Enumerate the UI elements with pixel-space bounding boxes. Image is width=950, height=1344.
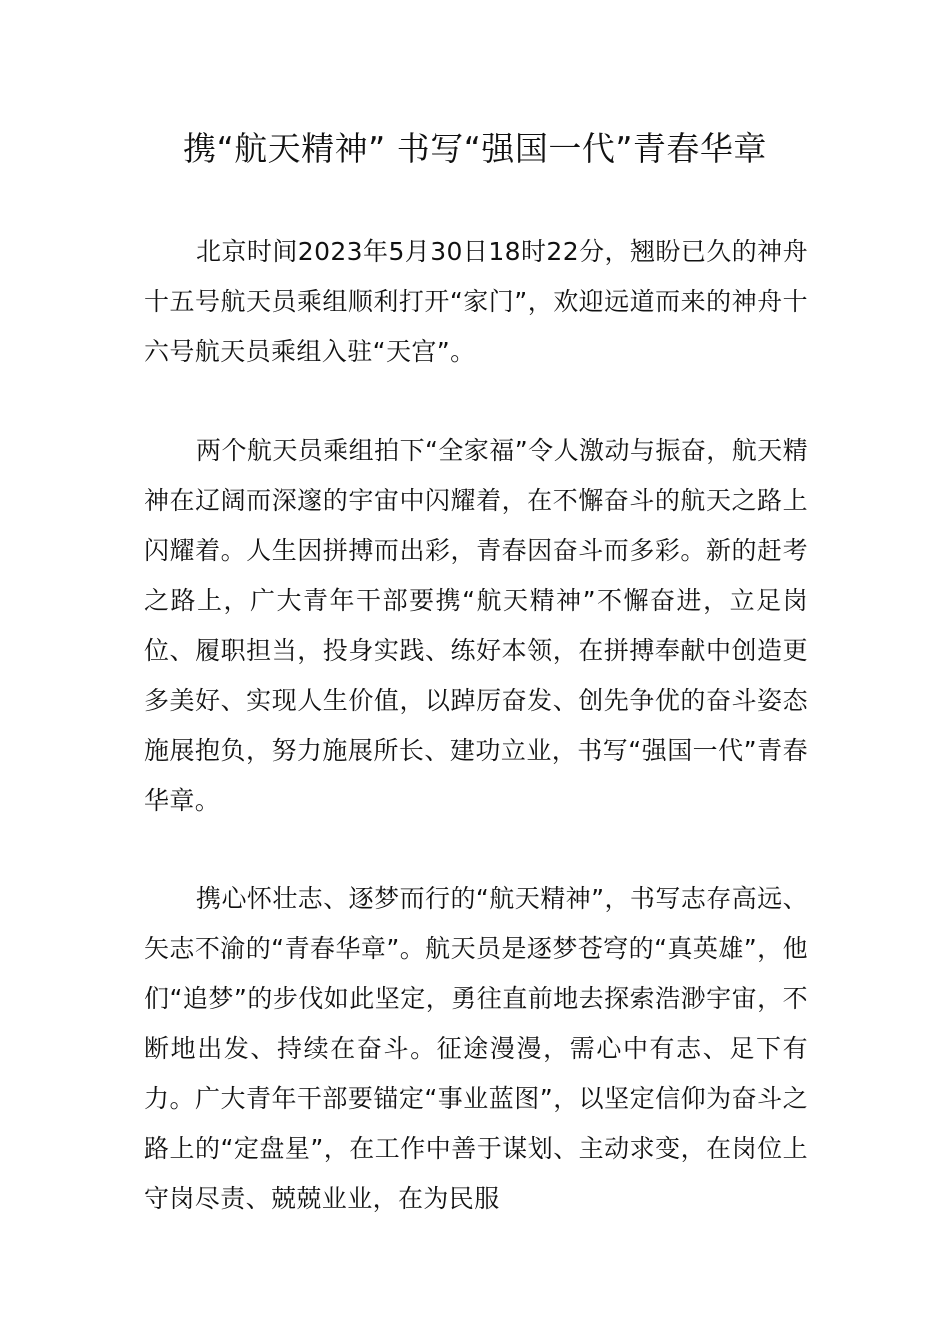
- paragraph-1: 北京时间2023年5月30日18时22分，翘盼已久的神舟十五号航天员乘组顺利打开“家门”，欢迎远道而来的神舟十六号航天员乘组入驻“天宫”。: [144, 237, 808, 366]
- paragraph-3: 携心怀壮志、逐梦而行的“航天精神”，书写志存高远、矢志不渝的“青春华章”。航天员是逐梦苍穹的“真英雄”，他们“追梦”的步伐如此坚定，勇往直前地去探索浩渺宇宙，不断地出发、持续在奋斗。征途漫漫，需心中有志、足下有力。广大青年干部要锚定“事业蓝图”，以坚定信仰为奋斗之路上的“定盘星”，在工作中善于谋划、主动求变，在岗位上守岗尽责、兢兢业业，在为民服: [144, 884, 808, 1213]
- document-title: 携“航天精神” 书写“强国一代”青春华章: [183, 129, 767, 168]
- paragraph-2: 两个航天员乘组拍下“全家福”令人激动与振奋，航天精神在辽阔而深邃的宇宙中闪耀着，在不懈奋斗的航天之路上闪耀着。人生因拼搏而出彩，青春因奋斗而多彩。新的赶考之路上，广大青年干部要携“航天精神”不懈奋进，立足岗位、履职担当，投身实践、练好本领，在拼搏奉献中创造更多美好、实现人生价值，以踔厉奋发、创先争优的奋斗姿态施展抱负，努力施展所长、建功立业，书写“强国一代”青春华章。: [144, 436, 808, 815]
